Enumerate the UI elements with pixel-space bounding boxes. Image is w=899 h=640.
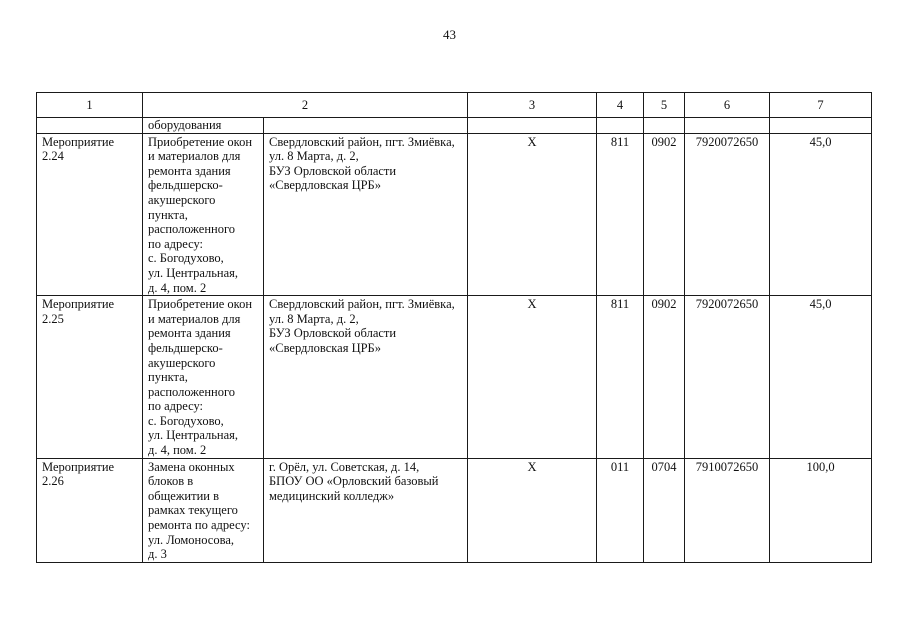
col6-value: 7920072650 [685,296,770,459]
col7-value: 45,0 [770,296,872,459]
col4-value: 011 [597,458,644,562]
budget-table [36,92,872,563]
table-row [37,458,872,562]
table-header-row [37,93,872,118]
col5-value: 0902 [644,133,685,296]
col6-value: 7910072650 [685,458,770,562]
activity-location: Свердловский район, пгт. Змиёвка, ул. 8 Марта, д. 2, БУЗ Орловской области «Свердловская ЦРБ» [264,133,468,296]
header-cell-6: 6 [685,93,770,118]
table-row [37,296,872,459]
col3-value: Х [468,296,597,459]
activity-id: Мероприятие 2.25 [37,296,143,459]
header-cell-3: 3 [468,93,597,118]
header-cell-4: 4 [597,93,644,118]
activity-location: Свердловский район, пгт. Змиёвка, ул. 8 Марта, д. 2, БУЗ Орловской области «Свердловская ЦРБ» [264,296,468,459]
activity-id: Мероприятие 2.24 [37,133,143,296]
activity-location: г. Орёл, ул. Советская, д. 14, БПОУ ОО «Орловский базовый медицинский колледж» [264,458,468,562]
table-row [37,133,872,296]
col7-value: 100,0 [770,458,872,562]
activity-description: Замена оконных блоков в общежитии в рамках текущего ремонта по адресу: ул. Ломоносова, д. 3 [143,458,264,562]
col4-value: 811 [597,133,644,296]
col6-value: 7920072650 [685,133,770,296]
activity-id: Мероприятие 2.26 [37,458,143,562]
header-cell-7: 7 [770,93,872,118]
col3-value: Х [468,458,597,562]
col4-value: 811 [597,296,644,459]
activity-description: Приобретение окон и материалов для ремонта здания фельдшерско- акушерского пункта, расположенного по адресу: с. Богодухово, ул. Центральная, д. 4, пом. 2 [143,296,264,459]
col7-value: 45,0 [770,133,872,296]
header-cell-1: 1 [37,93,143,118]
col5-value: 0704 [644,458,685,562]
continuation-row [37,118,872,134]
header-cell-5: 5 [644,93,685,118]
col3-value: Х [468,133,597,296]
col5-value: 0902 [644,296,685,459]
continuation-text: оборудования [143,118,264,134]
activity-description: Приобретение окон и материалов для ремонта здания фельдшерско- акушерского пункта, расположенного по адресу: с. Богодухово, ул. Центральная, д. 4, пом. 2 [143,133,264,296]
header-cell-2: 2 [143,93,468,118]
page-number: 43 [443,27,456,42]
